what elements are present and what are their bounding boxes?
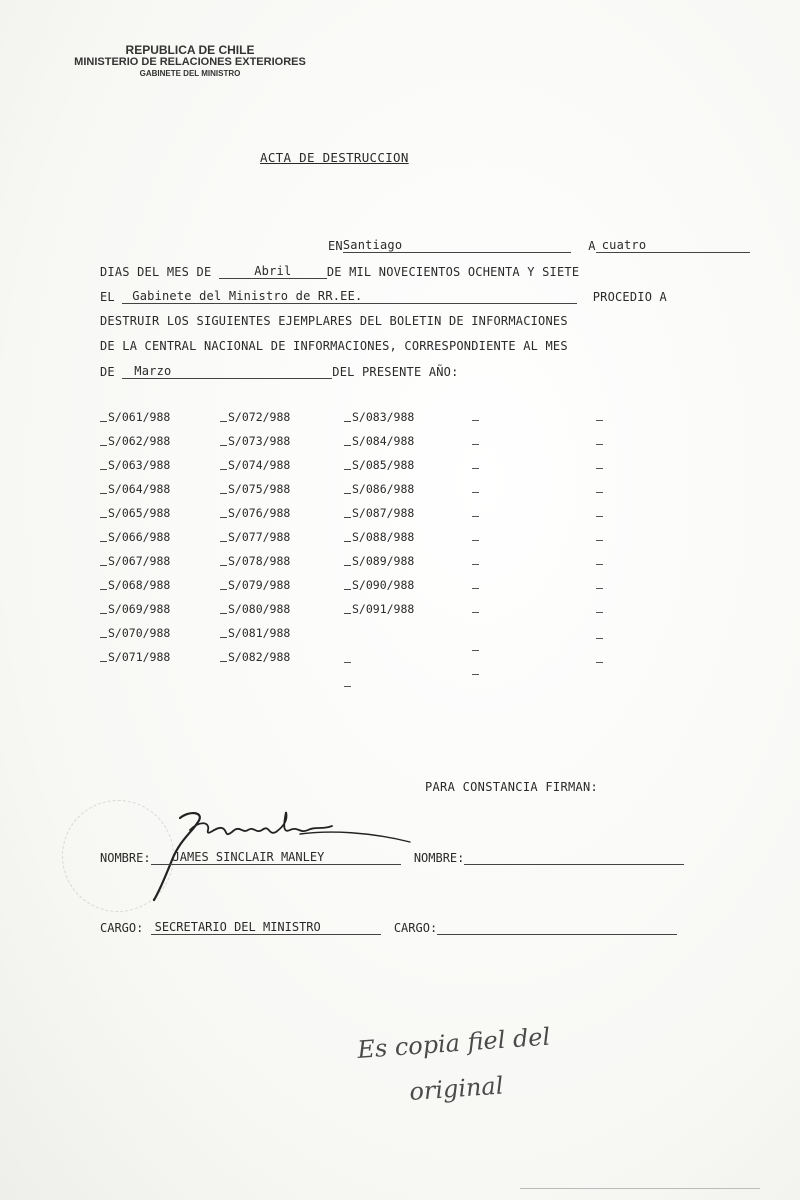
constancia-heading: PARA CONSTANCIA FIRMAN: [425, 780, 599, 794]
blank-dash [344, 662, 351, 663]
cargo-label: CARGO: [100, 921, 144, 935]
serial-item: S/079/988 [220, 578, 290, 592]
serial-item: S/073/988 [220, 434, 290, 448]
el-label: EL [100, 290, 115, 304]
cargo-value: SECRETARIO DEL MINISTRO [151, 920, 381, 935]
blank-dash [596, 662, 603, 663]
body-line-4: DESTRUIR LOS SIGUIENTES EJEMPLARES DEL BOLETIN DE INFORMACIONES [100, 314, 568, 328]
report-month-line [100, 364, 459, 379]
blank-dash [472, 492, 479, 493]
blank-dash [596, 516, 603, 517]
place-date-line [328, 238, 750, 253]
serial-item: S/075/988 [220, 482, 290, 496]
serial-item: S/065/988 [100, 506, 170, 520]
serial-item: S/071/988 [100, 650, 170, 664]
serial-item: S/088/988 [344, 530, 414, 544]
de-label: DE [100, 365, 115, 379]
procedio-label: PROCEDIO A [592, 290, 667, 304]
serial-item: S/091/988 [344, 602, 414, 616]
blank-dash [472, 444, 479, 445]
serial-item: S/080/988 [220, 602, 290, 616]
serial-item: S/083/988 [344, 410, 414, 424]
en-label: EN [328, 239, 343, 253]
blank-dash [472, 650, 479, 651]
day-field: cuatro [596, 238, 750, 253]
serial-item: S/084/988 [344, 434, 414, 448]
month-line [100, 264, 579, 279]
letterhead-ministry: MINISTERIO DE RELACIONES EXTERIORES [74, 56, 306, 68]
blank-dash [596, 492, 603, 493]
blank-dash [472, 468, 479, 469]
serial-item: S/078/988 [220, 554, 290, 568]
serial-item: S/069/988 [100, 602, 170, 616]
serial-item: S/082/988 [220, 650, 290, 664]
svg-text:Es copia fiel del: Es copia fiel del [356, 1022, 552, 1064]
serial-item: S/074/988 [220, 458, 290, 472]
nombre-row [100, 850, 684, 865]
cargo2-field [437, 934, 677, 935]
blank-dash [472, 516, 479, 517]
office-line [100, 289, 667, 304]
month-field: Abril [219, 264, 327, 279]
serial-item: S/061/988 [100, 410, 170, 424]
serial-item: S/085/988 [344, 458, 414, 472]
serial-item: S/076/988 [220, 506, 290, 520]
del-presente-label: DEL PRESENTE AÑO: [332, 365, 459, 379]
body-line-5: DE LA CENTRAL NACIONAL DE INFORMACIONES, CORRESPONDIENTE AL MES [100, 339, 568, 353]
blank-dash [472, 564, 479, 565]
serial-item: S/070/988 [100, 626, 170, 640]
blank-dash [596, 638, 603, 639]
dias-label: DIAS DEL MES DE [100, 265, 212, 279]
serial-item: S/064/988 [100, 482, 170, 496]
handwritten-note [350, 1020, 630, 1130]
svg-text:original: original [408, 1071, 505, 1106]
blank-dash [596, 444, 603, 445]
serial-item: S/062/988 [100, 434, 170, 448]
document-title: ACTA DE DESTRUCCION [260, 150, 409, 165]
serial-item: S/068/988 [100, 578, 170, 592]
serial-item: S/090/988 [344, 578, 414, 592]
serial-item: S/081/988 [220, 626, 290, 640]
blank-dash [472, 612, 479, 613]
blank-dash [472, 588, 479, 589]
blank-dash [472, 420, 479, 421]
serial-item: S/086/988 [344, 482, 414, 496]
blank-dash [596, 468, 603, 469]
blank-dash [472, 540, 479, 541]
cargo-row [100, 920, 677, 935]
blank-dash [596, 588, 603, 589]
blank-dash [344, 686, 351, 687]
letterhead-office: GABINETE DEL MINISTRO [139, 69, 241, 78]
serial-item: S/066/988 [100, 530, 170, 544]
office-field: Gabinete del Ministro de RR.EE. [122, 289, 577, 304]
blank-dash [596, 564, 603, 565]
serial-item: S/072/988 [220, 410, 290, 424]
report-month-field: Marzo [122, 364, 332, 379]
letterhead [40, 44, 340, 80]
serial-item: S/087/988 [344, 506, 414, 520]
letterhead-country: REPUBLICA DE CHILE [125, 43, 255, 57]
serial-item: S/089/988 [344, 554, 414, 568]
nombre-value: JAMES SINCLAIR MANLEY [151, 850, 401, 865]
blank-dash [596, 612, 603, 613]
bottom-edge-line [520, 1188, 760, 1189]
serial-item: S/077/988 [220, 530, 290, 544]
blank-dash [472, 674, 479, 675]
city-field: Santiago [343, 238, 571, 253]
year-text: DE MIL NOVECIENTOS OCHENTA Y SIETE [326, 265, 580, 279]
blank-dash [596, 540, 603, 541]
cargo2-label: CARGO: [393, 921, 438, 935]
serial-item: S/063/988 [100, 458, 170, 472]
a-label: A [588, 239, 596, 253]
nombre2-label: NOMBRE: [413, 851, 465, 865]
nombre2-field [464, 864, 684, 865]
serial-item: S/067/988 [100, 554, 170, 568]
blank-dash [596, 420, 603, 421]
nombre-label: NOMBRE: [100, 851, 151, 865]
